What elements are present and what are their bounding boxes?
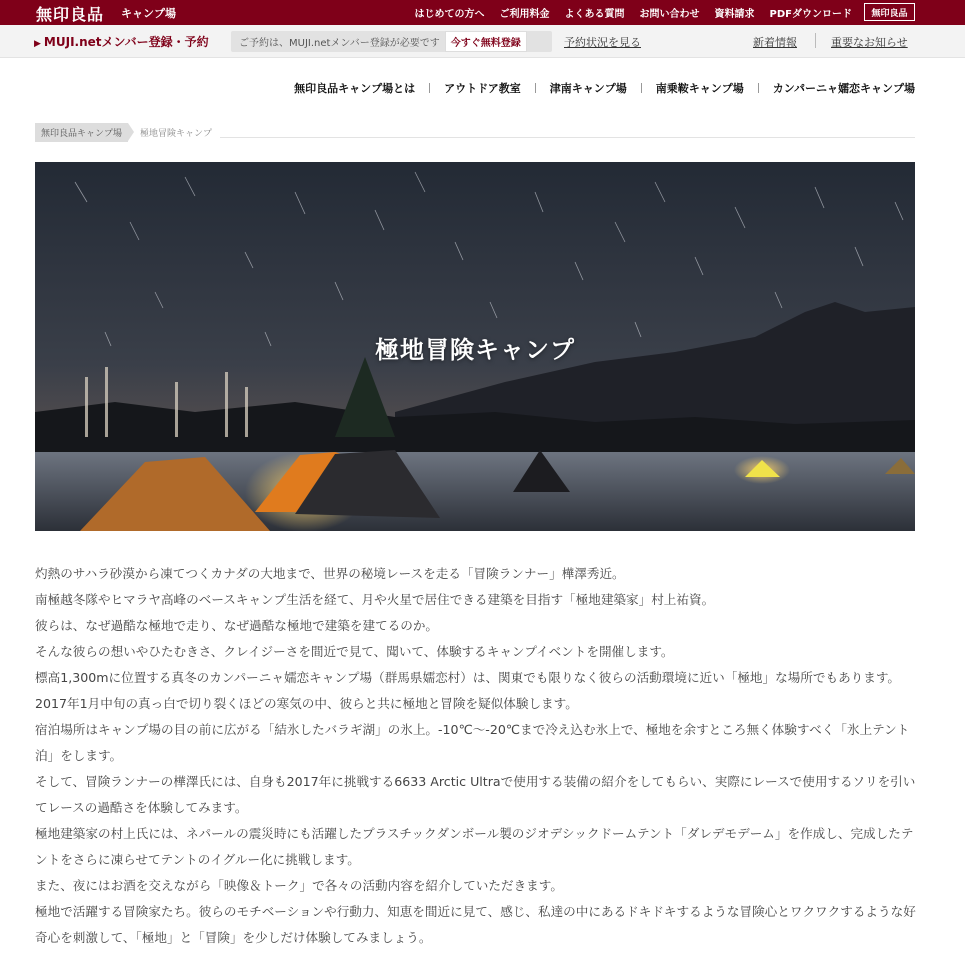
paragraph: 極地で活躍する冒険家たち。彼らのモチベーションや行動力、知恵を間近に見て、感じ、私達の中にあるドキドキするような冒険心とワクワクするような好奇心を刺激して、「極地」と「冒険」を少しだけ体験してみましょう。 (35, 904, 916, 945)
paragraph: 極地建築家の村上氏には、ネパールの震災時にも活躍したプラスチックダンボール製のジオデシックドームテント「ダレデモデーム」を作成し、完成したテントをさらに凍らせてテントのイグルー化に挑戦します。 (35, 826, 914, 867)
event-description (35, 561, 917, 951)
paragraph: 南極越冬隊やヒマラヤ高峰のベースキャンプ生活を経て、月や火星で居住できる建築を目指す「極地建築家」村上祐資。 (35, 592, 715, 607)
nav-divider (535, 83, 536, 93)
top-link-contact[interactable]: お問い合わせ (639, 9, 700, 20)
member-notice (231, 31, 552, 52)
paragraph: そして、冒険ランナーの樺澤氏には、自身も2017年に挑戦する6633 Arctic Ultraで使用する装備の紹介をしてもらい、実際にレースで使用するソリを引いてレースの過酷さを体験してみます。 (35, 774, 916, 815)
top-link-pdf-download[interactable]: PDFダウンロード (769, 9, 852, 20)
member-registration-link[interactable] (34, 33, 209, 50)
member-registration-label: MUJI.netメンバー登録・予約 (43, 35, 209, 49)
top-link-beginners[interactable]: はじめての方へ (414, 9, 485, 20)
paragraph: 彼らは、なぜ過酷な極地で走り、なぜ過酷な極地で建築を建てるのか。 (35, 618, 438, 633)
nav-divider (641, 83, 642, 93)
top-header (0, 0, 965, 25)
paragraph: 宿泊場所はキャンプ場の目の前に広がる「結氷したバラギ湖」の氷上。-10℃～-20℃まで冷え込む氷上で、極地を余すところ無く体験すべく「氷上テント泊」をします。 (35, 722, 910, 763)
breadcrumb-line (220, 137, 915, 138)
member-bar (0, 25, 965, 58)
paragraph: そんな彼らの想いやひたむきさ、クレイジーさを間近で見て、聞いて、体験するキャンプイベントを開催します。 (35, 644, 674, 659)
nav-item-about[interactable]: 無印良品キャンプ場とは (294, 82, 416, 95)
nav-item-minami-norikura[interactable]: 南乗鞍キャンプ場 (655, 82, 744, 95)
nav-item-outdoor-class[interactable]: アウトドア教室 (444, 82, 521, 95)
breadcrumb-home[interactable]: 無印良品キャンプ場 (35, 123, 128, 142)
paragraph: 灼熱のサハラ砂漠から凍てつくカナダの大地まで、世界の秘境レースを走る「冒険ランナー」樺澤秀近。 (35, 566, 625, 581)
divider (815, 33, 816, 48)
hero-banner (35, 162, 915, 531)
member-notice-text: ご予約は、MUJI.netメンバー登録が必要です (239, 38, 440, 49)
main-nav (294, 80, 915, 96)
site-name[interactable]: キャンプ場 (121, 7, 176, 20)
nav-divider (758, 83, 759, 93)
top-link-fees[interactable]: ご利用料金 (499, 9, 550, 20)
breadcrumb-current: 極地冒険キャンプ (140, 128, 213, 139)
top-link-faq[interactable]: よくある質問 (564, 9, 625, 20)
important-notice-link[interactable]: 重要なお知らせ (831, 36, 908, 49)
nav-item-campagna-tsumagoi[interactable]: カンパーニャ嬬恋キャンプ場 (772, 82, 915, 95)
reservation-status-link[interactable]: 予約状況を見る (564, 36, 641, 49)
paragraph: 標高1,300mに位置する真冬のカンパーニャ嬬恋キャンプ場（群馬県嬬恋村）は、関東でも限りなく彼らの活動環境に近い「極地」な場所でもあります。2017年1月中旬の真っ白で切り裂くほどの寒気の中、彼らと共に極地と冒険を疑似体験します。 (35, 670, 901, 711)
top-links (415, 0, 852, 25)
paragraph: また、夜にはお酒を交えながら「映像＆トーク」で各々の活動内容を紹介していただきます。 (35, 878, 563, 893)
muji-store-badge[interactable]: 無印良品 (864, 3, 915, 21)
nav-item-tsunan[interactable]: 津南キャンプ場 (549, 82, 627, 95)
hero-title: 極地冒険キャンプ (375, 336, 575, 364)
breadcrumb (35, 123, 915, 141)
news-link[interactable]: 新着情報 (753, 36, 797, 49)
free-register-button[interactable]: 今すぐ無料登録 (445, 31, 527, 52)
top-link-brochure[interactable]: 資料請求 (714, 9, 755, 20)
nav-divider (429, 83, 430, 93)
triangle-right-icon: ▶ (34, 39, 41, 49)
muji-logo[interactable]: 無印良品 (36, 5, 105, 24)
